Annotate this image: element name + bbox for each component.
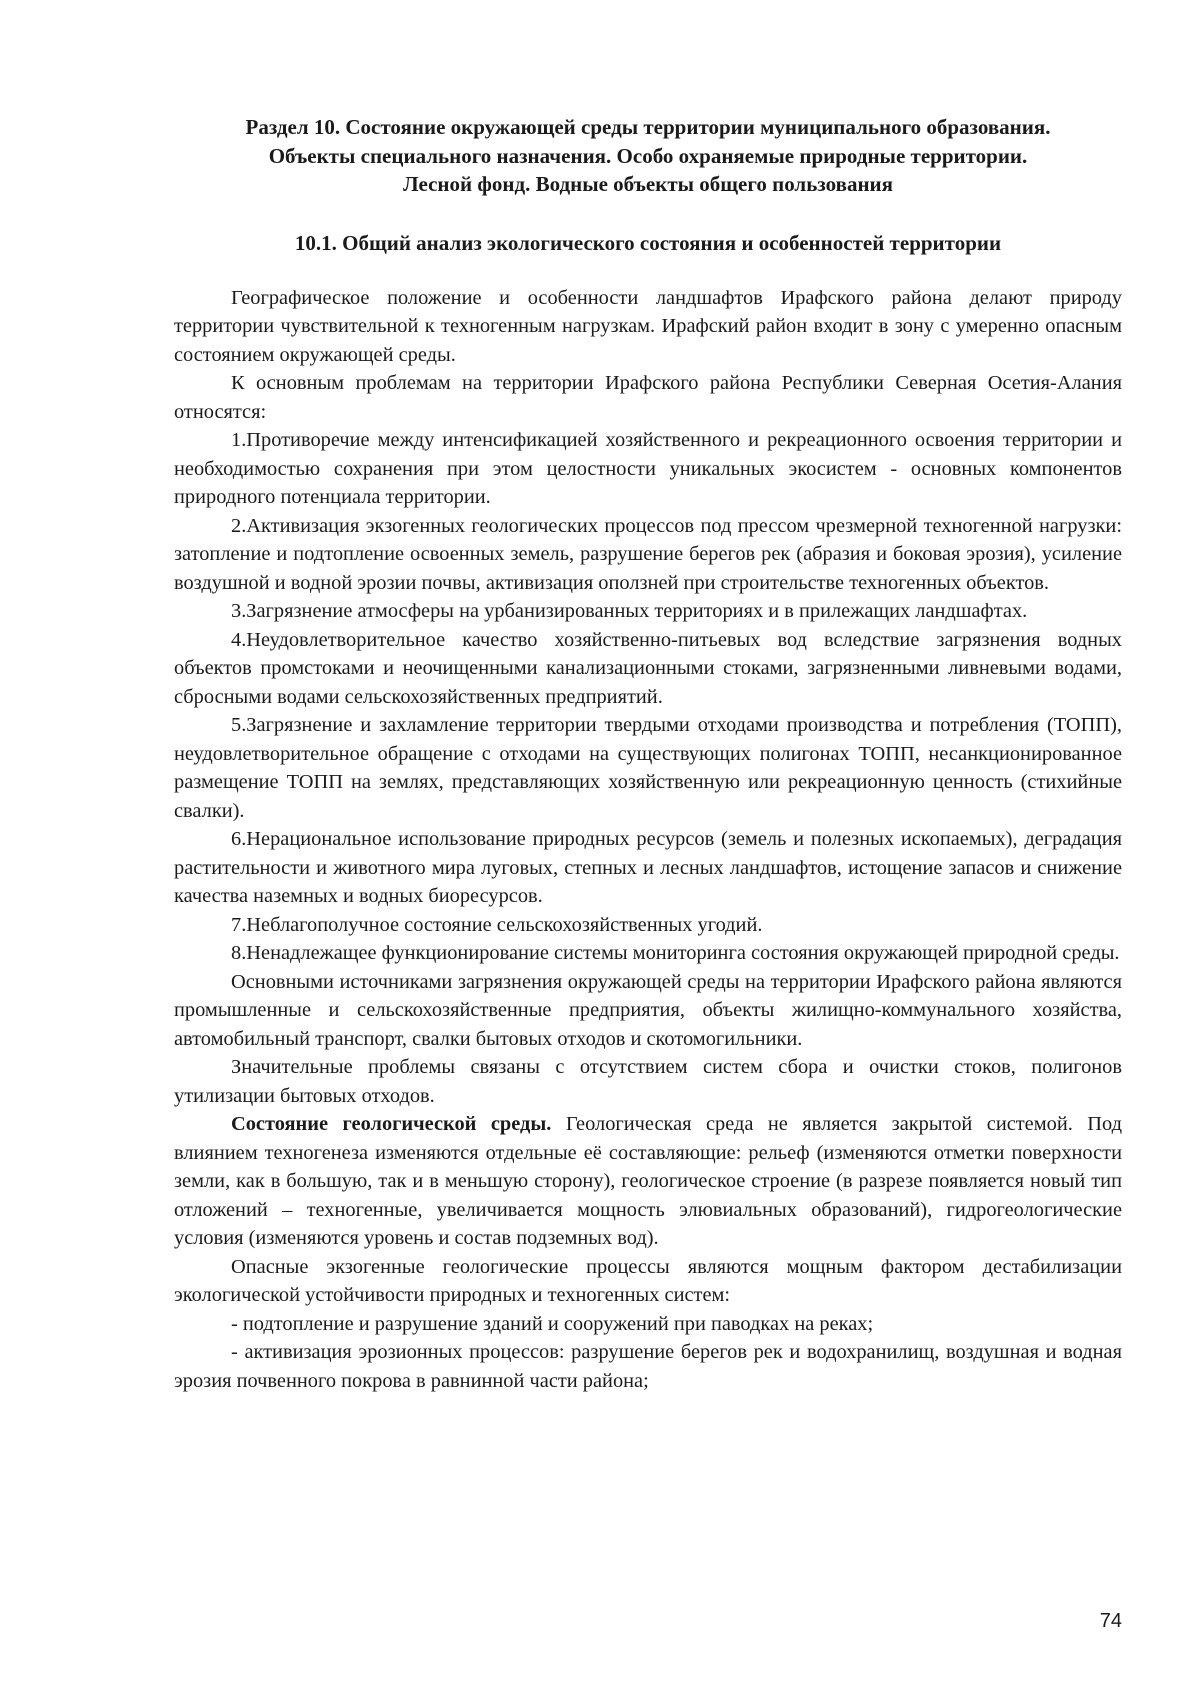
problem-number: 4. bbox=[231, 628, 247, 651]
problem-item-4 bbox=[174, 626, 1122, 712]
page-number: 74 bbox=[1099, 1610, 1122, 1632]
problem-item-3 bbox=[174, 597, 1122, 626]
problem-text: Активизация экзогенных геологических процессов под прессом чрезмерной техногенной нагрузки: затопление и подтопление освоенных земель, разрушение берегов рек (абразия и боковая эрозия), усиление воздушной и водной эрозии почвы, активизация оползней при строительстве техногенных объектов. bbox=[174, 514, 1122, 594]
systems-paragraph: Значительные проблемы связаны с отсутствием систем сбора и очистки стоков, полигонов утилизации бытовых отходов. bbox=[174, 1056, 1122, 1107]
problem-item-8 bbox=[174, 939, 1122, 968]
subsection-title: 10.1. Общий анализ экологического состояния и особенностей территории bbox=[294, 230, 1002, 255]
geology-label: Состояние геологической среды. bbox=[231, 1113, 552, 1135]
geology-text: Геологическая среда не является закрытой системой. Под влиянием техногенеза изменяются отдельные её составляющие: рельеф (изменяются отметки поверхности земли, как в большую, так и в меньшую сторону), геологическое строение (в разрезе появляется новый тип отложений – техногенные, увеличивается мощность элювиальных образований), гидрогеологические условия (изменяются уровень и состав подземных вод). bbox=[174, 1113, 1122, 1249]
problem-number: 7. bbox=[231, 913, 247, 936]
problem-item-5 bbox=[174, 711, 1122, 825]
section-title bbox=[174, 113, 1122, 199]
document-body bbox=[174, 284, 1122, 1396]
problem-text: Загрязнение и захламление территории твердыми отходами производства и потребления (ТОПП), неудовлетворительное обращение с отходами на существующих полигонах ТОПП, несанкционированное размещение ТОПП на землях, представляющих хозяйственную или рекреационную ценность (стихийные свалки). bbox=[174, 714, 1122, 822]
problem-number: 6. bbox=[231, 828, 247, 850]
problem-text: Неудовлетворительное качество хозяйственно-питьевых вод вследствие загрязнения водных объектов промстоками и неочищенными канализационными стоками, загрязненными ливневыми водами, сбросными водами сельскохозяйственных предприятий. bbox=[174, 628, 1122, 708]
problem-item-1 bbox=[174, 426, 1122, 512]
problem-text: Неблагополучное состояние сельскохозяйственных угодий. bbox=[246, 913, 763, 936]
intro-paragraph-1: Географическое положение и особенности ландшафтов Ирафского района делают природу территории чувствительной к техногенным нагрузкам. Ирафский район входит в зону с умеренно опасным состоянием окружающей среды. bbox=[174, 286, 1122, 366]
problem-number: 2. bbox=[231, 514, 247, 537]
geology-paragraph bbox=[174, 1110, 1122, 1253]
problem-item-6 bbox=[174, 825, 1122, 911]
intro-paragraph-2: К основным проблемам на территории Ирафского района Республики Северная Осетия-Алания относятся: bbox=[174, 372, 1122, 423]
problem-text: Ненадлежащее функционирование системы мониторинга состояния окружающей природной среды. bbox=[246, 942, 1120, 964]
problem-text: Загрязнение атмосферы на урбанизированных территориях и в прилежащих ландшафтах. bbox=[246, 600, 1028, 622]
problem-number: 3. bbox=[231, 600, 247, 622]
problem-text: Нерациональное использование природных ресурсов (земель и полезных ископаемых), деградация растительности и животного мира луговых, степных и лесных ландшафтов, истощение запасов и снижение качества наземных и водных биоресурсов. bbox=[174, 828, 1122, 907]
sources-paragraph: Основными источниками загрязнения окружающей среды на территории Ирафского района являются промышленные и сельскохозяйственные предприятия, объекты жилищно-коммунального хозяйства, автомобильный транспорт, свалки бытовых отходов и скотомогильники. bbox=[174, 970, 1122, 1050]
problem-number: 8. bbox=[231, 942, 247, 964]
dash-item-2: - активизация эрозионных процессов: разрушение берегов рек и водохранилищ, воздушная и водная эрозия почвенного покрова в равнинной части района; bbox=[174, 1341, 1122, 1392]
section-title-line-2: Объекты специального назначения. Особо охраняемые природные территории. bbox=[268, 143, 1028, 168]
document-page bbox=[174, 113, 1122, 1395]
exogenous-paragraph: Опасные экзогенные геологические процессы являются мощным фактором дестабилизации экологической устойчивости природных и техногенных систем: bbox=[174, 1255, 1122, 1306]
section-title-line-3: Лесной фонд. Водные объекты общего пользования bbox=[402, 172, 893, 196]
problem-item-7 bbox=[174, 911, 1122, 940]
section-title-line-1: Раздел 10. Состояние окружающей среды территории муниципального образования. bbox=[245, 115, 1051, 139]
problem-text: Противоречие между интенсификацией хозяйственного и рекреационного освоения территории и необходимостью сохранения при этом целостности уникальных экосистем - основных компонентов природного потенциала территории. bbox=[174, 429, 1122, 508]
dash-item-1: - подтопление и разрушение зданий и сооружений при паводках на реках; bbox=[231, 1312, 874, 1335]
problem-number: 1. bbox=[231, 429, 247, 451]
problem-number: 5. bbox=[231, 714, 247, 736]
problem-item-2 bbox=[174, 512, 1122, 598]
